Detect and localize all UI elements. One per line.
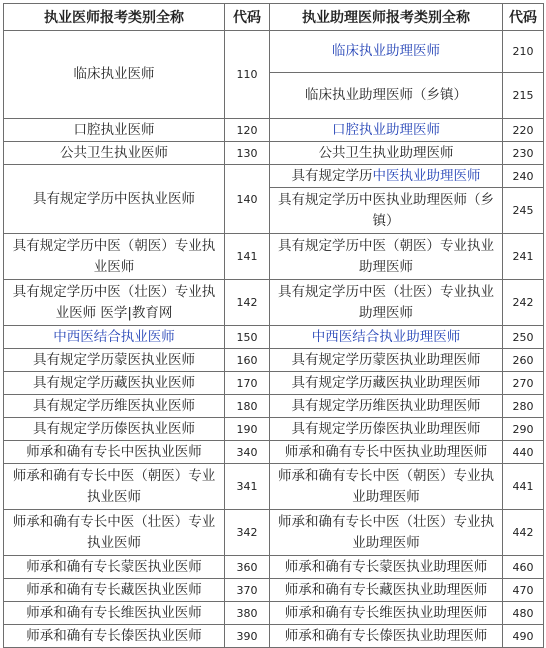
table-row (4, 602, 544, 625)
doctor-code-cell: 360 (225, 556, 270, 579)
assistant-code-cell: 260 (503, 349, 544, 372)
assistant-code-cell: 440 (503, 441, 544, 464)
header-assistant-code: 代码 (503, 4, 544, 31)
assistant-code-cell: 250 (503, 326, 544, 349)
doctor-category-cell: 公共卫生执业医师 (4, 142, 225, 165)
doctor-code-cell: 370 (225, 579, 270, 602)
assistant-code-cell: 480 (503, 602, 544, 625)
assistant-category-cell: 师承和确有专长傣医执业助理医师 (270, 625, 503, 648)
assistant-category-cell: 临床执业助理医师（乡镇） (270, 73, 503, 119)
doctor-category-cell: 具有规定学历藏医执业医师 (4, 372, 225, 395)
doctor-code-cell: 190 (225, 418, 270, 441)
header-row (4, 4, 544, 31)
doctor-category-cell: 具有规定学历傣医执业医师 (4, 418, 225, 441)
table-row (4, 464, 544, 510)
table-row (4, 165, 544, 188)
assistant-category-cell: 师承和确有专长中医（壮医）专业执业助理医师 (270, 510, 503, 556)
assistant-code-cell: 242 (503, 280, 544, 326)
table-row (4, 372, 544, 395)
assistant-code-cell: 280 (503, 395, 544, 418)
table-row (4, 441, 544, 464)
assistant-code-cell: 442 (503, 510, 544, 556)
watermark-text: 医学|教育网 (96, 304, 173, 321)
doctor-code-cell: 120 (225, 119, 270, 142)
assistant-category-cell: 师承和确有专长维医执业助理医师 (270, 602, 503, 625)
doctor-code-cell: 180 (225, 395, 270, 418)
header-doctor-code: 代码 (225, 4, 270, 31)
assistant-category-cell[interactable] (270, 31, 503, 73)
category-link[interactable]: 中西医结合执业医师 (53, 328, 175, 345)
doctor-category-cell: 师承和确有专长傣医执业医师 (4, 625, 225, 648)
category-link[interactable]: 临床执业助理医师 (332, 43, 440, 59)
assistant-category-cell: 具有规定学历藏医执业助理医师 (270, 372, 503, 395)
assistant-code-cell: 490 (503, 625, 544, 648)
category-link[interactable]: 口腔执业助理医师 (332, 121, 440, 138)
table-row (4, 142, 544, 165)
assistant-category-cell[interactable] (270, 119, 503, 142)
doctor-category-cell: 师承和确有专长中医（壮医）专业执业医师 (4, 510, 225, 556)
doctor-category-cell: 具有规定学历维医执业医师 (4, 395, 225, 418)
doctor-code-cell: 380 (225, 602, 270, 625)
doctor-category-cell: 师承和确有专长藏医执业医师 (4, 579, 225, 602)
doctor-category-cell: 师承和确有专长中医执业医师 (4, 441, 225, 464)
doctor-code-cell: 341 (225, 464, 270, 510)
assistant-category-cell (270, 165, 503, 188)
header-assistant-full-name: 执业助理医师报考类别全称 (270, 4, 503, 31)
doctor-category-cell: 师承和确有专长维医执业医师 (4, 602, 225, 625)
doctor-code-cell: 141 (225, 234, 270, 280)
table-row (4, 395, 544, 418)
table-row (4, 119, 544, 142)
assistant-category-cell: 公共卫生执业助理医师 (270, 142, 503, 165)
table-row (4, 625, 544, 648)
assistant-code-cell: 245 (503, 188, 544, 234)
table-row (4, 556, 544, 579)
doctor-code-cell: 142 (225, 280, 270, 326)
table-row (4, 31, 544, 73)
assistant-code-cell: 290 (503, 418, 544, 441)
doctor-code-cell: 130 (225, 142, 270, 165)
assistant-category-cell: 师承和确有专长藏医执业助理医师 (270, 579, 503, 602)
assistant-code-cell: 210 (503, 31, 544, 73)
doctor-code-cell: 390 (225, 625, 270, 648)
doctor-category-cell: 师承和确有专长蒙医执业医师 (4, 556, 225, 579)
assistant-code-cell: 441 (503, 464, 544, 510)
doctor-code-cell: 110 (225, 31, 270, 119)
doctor-code-cell: 150 (225, 326, 270, 349)
doctor-code-cell: 170 (225, 372, 270, 395)
assistant-category-cell: 师承和确有专长蒙医执业助理医师 (270, 556, 503, 579)
doctor-code-cell: 342 (225, 510, 270, 556)
doctor-code-cell: 160 (225, 349, 270, 372)
table-row (4, 326, 544, 349)
assistant-category-cell: 具有规定学历中医（朝医）专业执业助理医师 (270, 234, 503, 280)
table-row (4, 418, 544, 441)
assistant-code-cell: 215 (503, 73, 544, 119)
assistant-code-cell: 241 (503, 234, 544, 280)
assistant-code-cell: 240 (503, 165, 544, 188)
category-link[interactable]: 中医执业助理医师 (372, 167, 481, 184)
assistant-category-cell[interactable] (270, 326, 503, 349)
category-text: 具有规定学历 (291, 167, 373, 184)
category-text: 具有规定学历中医（壮医）专业执业医师 (12, 283, 216, 321)
assistant-category-cell: 具有规定学历傣医执业助理医师 (270, 418, 503, 441)
exam-category-table (3, 3, 544, 648)
assistant-category-cell: 具有规定学历中医（壮医）专业执业助理医师 (270, 280, 503, 326)
assistant-code-cell: 220 (503, 119, 544, 142)
assistant-code-cell: 460 (503, 556, 544, 579)
doctor-category-cell: 具有规定学历蒙医执业医师 (4, 349, 225, 372)
header-doctor-full-name: 执业医师报考类别全称 (4, 4, 225, 31)
assistant-category-cell: 具有规定学历蒙医执业助理医师 (270, 349, 503, 372)
assistant-code-cell: 470 (503, 579, 544, 602)
table-row (4, 349, 544, 372)
doctor-category-cell: 师承和确有专长中医（朝医）专业执业医师 (4, 464, 225, 510)
doctor-code-cell: 340 (225, 441, 270, 464)
doctor-category-cell: 具有规定学历中医（朝医）专业执业医师 (4, 234, 225, 280)
assistant-category-cell: 具有规定学历维医执业助理医师 (270, 395, 503, 418)
table-row (4, 579, 544, 602)
category-link[interactable]: 中西医结合执业助理医师 (311, 328, 461, 345)
table-row (4, 280, 544, 326)
doctor-category-cell: 口腔执业医师 (4, 119, 225, 142)
assistant-category-cell: 师承和确有专长中医执业助理医师 (270, 441, 503, 464)
assistant-code-cell: 270 (503, 372, 544, 395)
doctor-category-cell: 临床执业医师 (4, 31, 225, 119)
assistant-category-cell: 具有规定学历中医执业助理医师（乡镇） (270, 188, 503, 234)
table-row (4, 510, 544, 556)
assistant-code-cell: 230 (503, 142, 544, 165)
doctor-category-cell: 具有规定学历中医执业医师 (4, 165, 225, 234)
doctor-category-cell[interactable] (4, 326, 225, 349)
table-row (4, 234, 544, 280)
doctor-code-cell: 140 (225, 165, 270, 234)
doctor-category-cell (4, 280, 225, 326)
assistant-category-cell: 师承和确有专长中医（朝医）专业执业助理医师 (270, 464, 503, 510)
